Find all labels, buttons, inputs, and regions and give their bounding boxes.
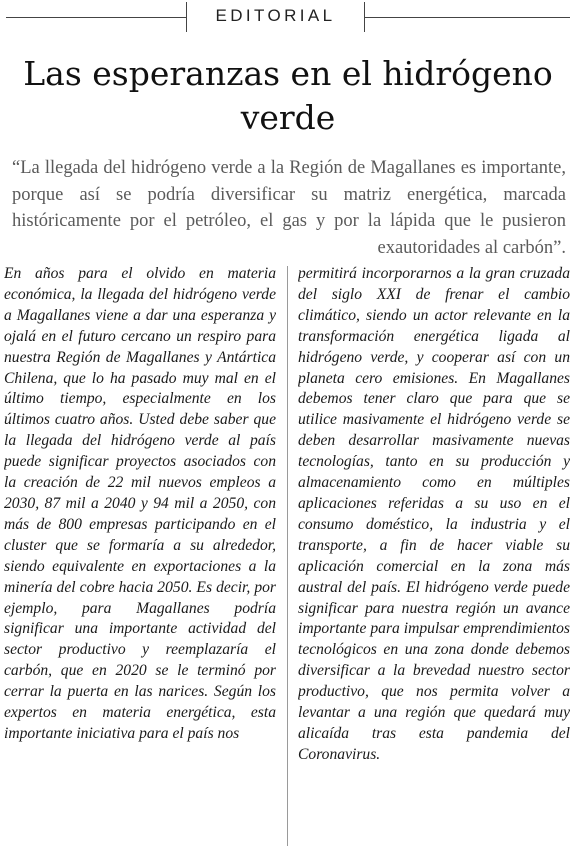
body-column-right: permitirá incorporarnos a la gran cruzada del siglo XXI de frenar el cambio climático, siendo un actor relevante en la transformación energética ligada al hidrógeno verde, y cooperar así con un planeta cero emisiones. En Magallanes debemos tener claro que para que se utilice masivamente el hidrógeno verde se deben desarrollar masivamente nuevas tecnologías, tanto en su producción y almacenamiento como en múltiples aplicaciones referidas a su uso en el consumo doméstico, la industria y el transporte, a fin de hacer viable su aplicación comercial en la zona más austral del país. El hidrógeno verde puede significar para nuestra región un avance importante para impulsar emprendimientos tecnológicos en una zona donde debemos diversificar a la brevedad nuestro sector productivo, que nos permita volver a levantar a una región que quedará muy alicaída tras esta pandemia del Coronavirus.: [298, 265, 570, 763]
header-rule-left: [6, 17, 186, 18]
header-rule-right: [364, 17, 570, 18]
body-column-left: En años para el olvido en materia económica, la llegada del hidrógeno verde a Magallanes viene a dar una esperanza y ojalá en el futuro cercano un respiro para nuestra Región de Magallanes y Antártica Chilena, que lo ha pasado muy mal en el último tiempo, especialmente en los últimos cuatro años. Usted debe saber que la llegada del hidrógeno verde al país puede significar proyectos asociados con la creación de 22 mil nuevos empleos a 2030, 87 mil a 2040 y 94 mil a 2050, con más de 800 empresas participando en el cluster que se formaría a su alrededor, siendo equivalente en exportaciones a la minería del cobre hacia 2050. Es decir, por ejemplo, para Magallanes podría significar una importante actividad del sector productivo y reemplazaría el carbón, que en 2020 se le terminó por cerrar la puerta en las narices. Según los expertos en materia energética, esta importante iniciativa para el país nos: [4, 265, 276, 742]
pull-quote: “La llegada del hidrógeno verde a la Región de Magallanes es importante, porque así se podría diversificar su matriz energética, marcada históricamente por el petróleo, el gas y por la lápida que le pusieron exautoridades al carbón”.: [12, 158, 566, 258]
section-label: EDITORIAL: [215, 6, 336, 25]
headline: Las esperanzas en el hidrógeno verde: [23, 54, 553, 137]
section-header: [0, 0, 576, 36]
column-divider: [287, 266, 288, 846]
